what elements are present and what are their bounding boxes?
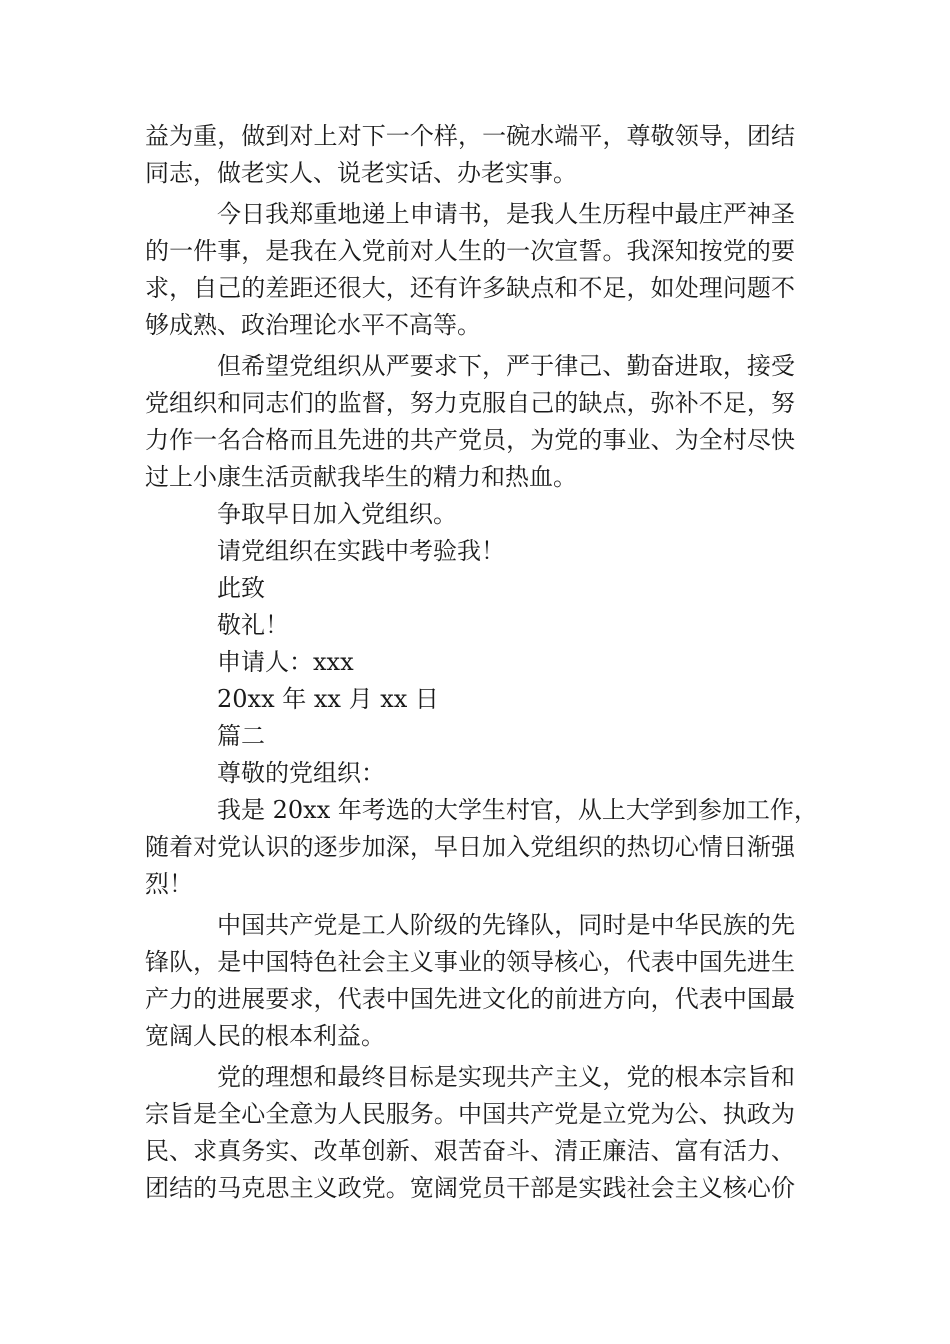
text-line: 过上小康生活贡献我毕生的精力和热血。 bbox=[145, 463, 577, 491]
text-line: 党的理想和最终目标是实现共产主义，党的根本宗旨和 bbox=[217, 1063, 795, 1091]
text-line: 宗旨是全心全意为人民服务。中国共产党是立党为公、执政为 bbox=[145, 1100, 795, 1128]
text-line: 今日我郑重地递上申请书，是我人生历程中最庄严神圣 bbox=[217, 200, 795, 228]
text-line: 党组织和同志们的监督，努力克服自己的缺点，弥补不足，努 bbox=[145, 389, 795, 417]
document-body bbox=[145, 118, 818, 1207]
text-line: 的一件事，是我在入党前对人生的一次宣誓。我深知按党的要 bbox=[145, 237, 795, 265]
text-line: 我是 20xx 年考选的大学生村官，从上大学到参加工作， bbox=[217, 796, 818, 824]
text-line: 锋队，是中国特色社会主义事业的领导核心，代表中国先进生 bbox=[145, 948, 795, 976]
text-line: 产力的进展要求，代表中国先进文化的前进方向，代表中国最 bbox=[145, 985, 795, 1013]
text-line: 随着对党认识的逐步加深，早日加入党组织的热切心情日渐强 bbox=[145, 833, 795, 861]
text-line: 同志，做老实人、说老实话、办老实事。 bbox=[145, 159, 577, 187]
text-line: 宽阔人民的根本利益。 bbox=[145, 1022, 385, 1050]
text-line: 篇二 bbox=[217, 722, 265, 750]
text-line: 但希望党组织从严要求下，严于律己、勤奋进取，接受 bbox=[217, 352, 795, 380]
text-line: 求，自己的差距还很大，还有许多缺点和不足，如处理问题不 bbox=[145, 274, 795, 302]
text-line: 烈！ bbox=[145, 870, 193, 898]
text-line: 团结的马克思主义政党。宽阔党员干部是实践社会主义核心价 bbox=[145, 1174, 795, 1202]
text-line: 尊敬的党组织： bbox=[217, 759, 385, 787]
text-line: 益为重，做到对上对下一个样，一碗水端平，尊敬领导，团结 bbox=[145, 122, 795, 150]
text-line: 此致 bbox=[217, 574, 265, 602]
text-line: 敬礼！ bbox=[217, 611, 289, 639]
text-line: 请党组织在实践中考验我！ bbox=[217, 537, 505, 565]
text-line: 申请人：xxx bbox=[217, 648, 354, 676]
text-line: 争取早日加入党组织。 bbox=[217, 500, 457, 528]
text-line: 够成熟、政治理论水平不高等。 bbox=[145, 311, 481, 339]
text-line: 20xx 年 xx 月 xx 日 bbox=[217, 685, 439, 713]
text-line: 中国共产党是工人阶级的先锋队，同时是中华民族的先 bbox=[217, 911, 795, 939]
text-line: 民、求真务实、改革创新、艰苦奋斗、清正廉洁、富有活力、 bbox=[145, 1137, 795, 1165]
text-line: 力作一名合格而且先进的共产党员，为党的事业、为全村尽快 bbox=[145, 426, 795, 454]
